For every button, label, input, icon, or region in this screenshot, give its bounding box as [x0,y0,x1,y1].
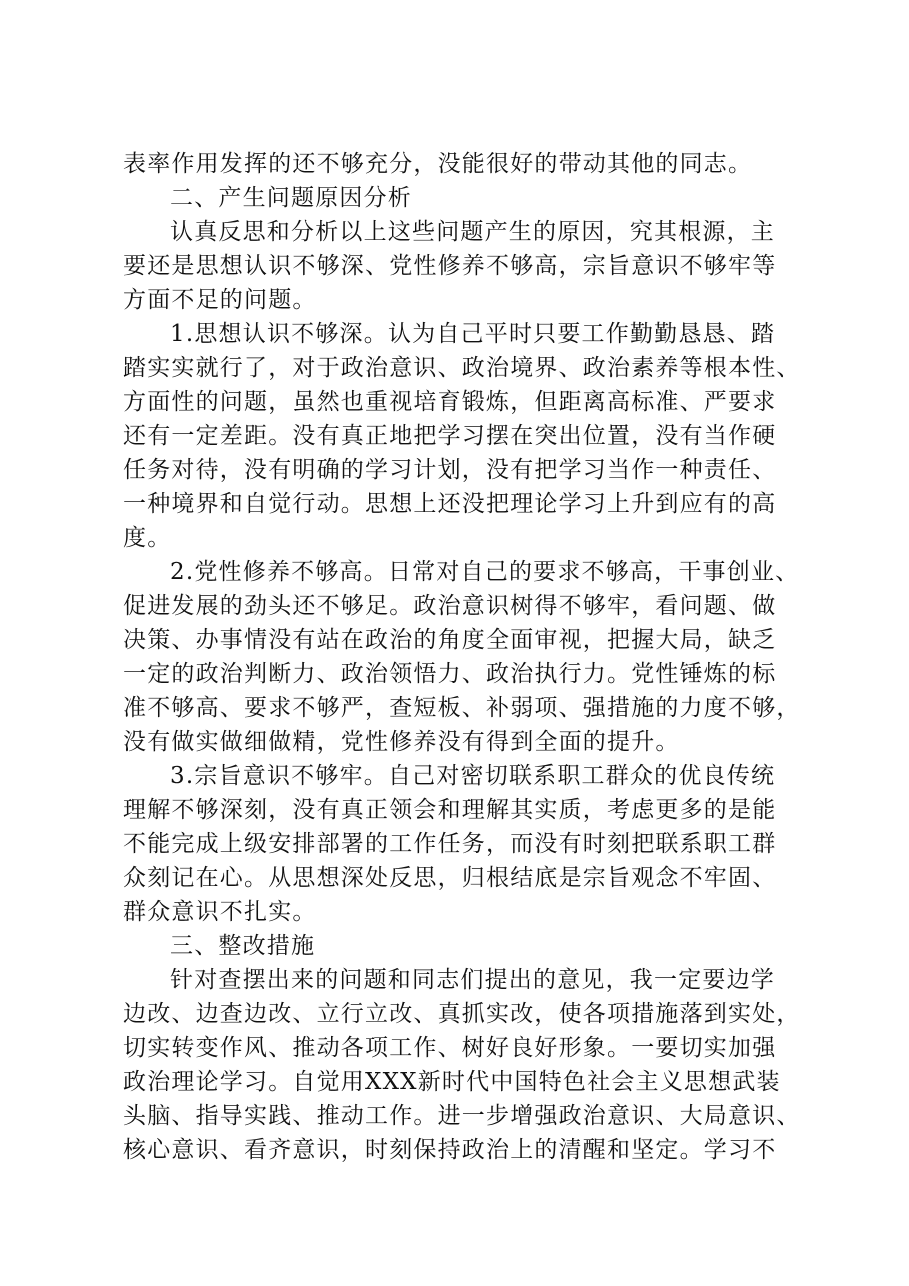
text-line: 决策、办事情没有站在政治的角度全面审视，把握大局，缺乏 [123,627,777,653]
text-line: 不能完成上级安排部署的工作任务，而没有时刻把联系职工群 [123,831,777,857]
text-line: 群众意识不扎实。 [123,899,317,925]
text-line: 方面性的问题，虽然也重视培育锻炼，但距离高标准、严要求 [123,389,777,415]
text-line: 切实转变作风、推动各项工作、树好良好形象。一要切实加强 [123,1035,777,1061]
text-line: 众刻记在心。从思想深处反思，归根结底是宗旨观念不牢固、 [123,865,777,891]
text-line: 三、整改措施 [170,933,316,959]
text-line: 认真反思和分析以上这些问题产生的原因，究其根源，主 [170,219,775,245]
text-line: 要还是思想认识不够深、党性修养不够高，宗旨意识不够牢等 [123,253,777,279]
text-line: 没有做实做细做精，党性修养没有得到全面的提升。 [123,729,680,755]
text-line: 还有一定差距。没有真正地把学习摆在突出位置，没有当作硬 [123,423,777,449]
text-line: 政治理论学习。自觉用XXX新时代中国特色社会主义思想武装 [123,1069,781,1095]
text-line: 头脑、指导实践、推动工作。进一步增强政治意识、大局意识、 [123,1103,801,1129]
text-line: 理解不够深刻，没有真正领会和理解其实质，考虑更多的是能 [123,797,777,823]
text-line: 一定的政治判断力、政治领悟力、政治执行力。党性锤炼的标 [123,661,777,687]
text-line: 2.党性修养不够高。日常对自己的要求不够高，干事创业、 [170,559,800,585]
text-line: 二、产生问题原因分析 [170,185,412,211]
text-line: 针对查摆出来的问题和同志们提出的意见，我一定要边学 [170,967,775,993]
text-line: 度。 [123,525,172,551]
text-line: 踏实实就行了，对于政治意识、政治境界、政治素养等根本性、 [123,355,801,381]
text-line: 一种境界和自觉行动。思想上还没把理论学习上升到应有的高 [123,491,777,517]
text-line: 边改、边查边改、立行立改、真抓实改，使各项措施落到实处， [123,1001,801,1027]
text-line: 核心意识、看齐意识，时刻保持政治上的清醒和坚定。学习不 [123,1137,777,1163]
text-line: 表率作用发挥的还不够充分，没能很好的带动其他的同志。 [123,151,753,177]
text-line: 3.宗旨意识不够牢。自己对密切联系职工群众的优良传统 [170,763,776,789]
text-line: 任务对待，没有明确的学习计划，没有把学习当作一种责任、 [123,457,777,483]
text-line: 方面不足的问题。 [123,287,317,313]
text-line: 促进发展的劲头还不够足。政治意识树得不够牢，看问题、做 [123,593,777,619]
text-line: 1.思想认识不够深。认为自己平时只要工作勤勤恳恳、踏 [170,321,776,347]
text-line: 准不够高、要求不够严，查短板、补弱项、强措施的力度不够， [123,695,801,721]
document-body [123,147,813,1167]
